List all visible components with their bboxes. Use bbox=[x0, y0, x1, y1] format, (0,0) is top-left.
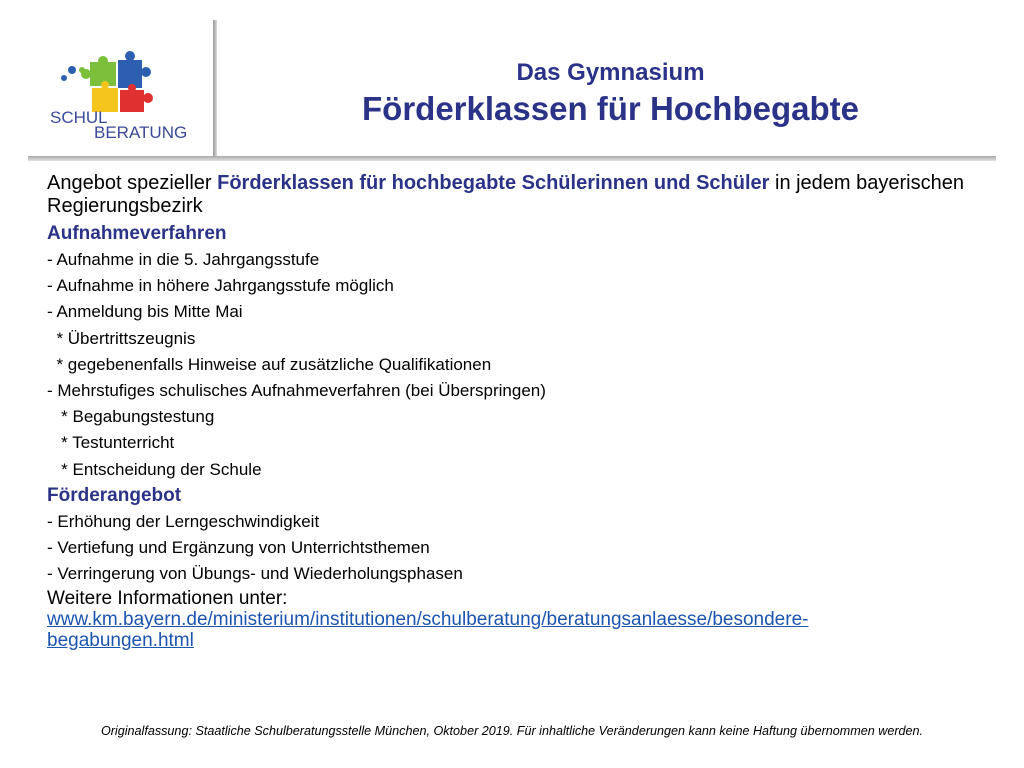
more-info-link-line1[interactable]: www.km.bayern.de/ministerium/institutionen/schulberatung/beratungsanlaesse/besondere- bbox=[47, 609, 809, 631]
list-item: * Testunterricht bbox=[47, 433, 175, 453]
more-info-link-line2[interactable]: begabungen.html bbox=[47, 630, 194, 652]
intro-after: in jedem bayerischen Regierungsbezirk bbox=[47, 172, 964, 217]
schulberatung-logo bbox=[48, 48, 198, 148]
section-heading-foerder: Förderangebot bbox=[47, 484, 182, 506]
list-item: - Aufnahme in höhere Jahrgangsstufe möglich bbox=[47, 276, 394, 296]
list-item: * Übertrittszeugnis bbox=[47, 328, 196, 348]
footer-note: Originalfassung: Staatliche Schulberatungsstelle München, Oktober 2019. Für inhaltliche Veränderungen kann keine Haftung übernommen werden. bbox=[100, 724, 924, 738]
list-item: - Anmeldung bis Mitte Mai bbox=[47, 302, 243, 322]
list-item: - Erhöhung der Lerngeschwindigkeit bbox=[47, 511, 320, 531]
section-heading-aufnahme: Aufnahmeverfahren bbox=[47, 223, 227, 244]
page-title: Förderklassen für Hochbegabte bbox=[362, 90, 859, 127]
logo-text-top: SCHUL bbox=[50, 108, 108, 127]
intro-highlight: Förderklassen für hochbegabte Schülerinnen und Schüler bbox=[217, 172, 770, 194]
main-content bbox=[47, 172, 977, 651]
page-header bbox=[217, 58, 1004, 130]
list-item: - Aufnahme in die 5. Jahrgangsstufe bbox=[47, 250, 320, 269]
puzzle-logo-icon bbox=[48, 48, 198, 148]
page-subtitle: Das Gymnasium bbox=[516, 59, 705, 86]
list-item: - Mehrstufiges schulisches Aufnahmeverfahren (bei Überspringen) bbox=[47, 381, 546, 401]
logo-text-bottom: BERATUNG bbox=[94, 123, 188, 142]
more-info bbox=[47, 588, 977, 651]
more-info-label: Weitere Informationen unter: bbox=[47, 588, 288, 610]
horizontal-divider bbox=[28, 156, 996, 161]
list-item: * Begabungstestung bbox=[47, 407, 215, 427]
list-item: * gegebenenfalls Hinweise auf zusätzliche Qualifikationen bbox=[47, 354, 492, 374]
intro-text bbox=[47, 172, 977, 218]
list-item: - Verringerung von Übungs- und Wiederholungsphasen bbox=[47, 564, 463, 584]
list-item: - Vertiefung und Ergänzung von Unterrichtsthemen bbox=[47, 538, 430, 558]
intro-before: Angebot spezieller bbox=[47, 172, 218, 194]
list-item: * Entscheidung der Schule bbox=[47, 459, 262, 479]
